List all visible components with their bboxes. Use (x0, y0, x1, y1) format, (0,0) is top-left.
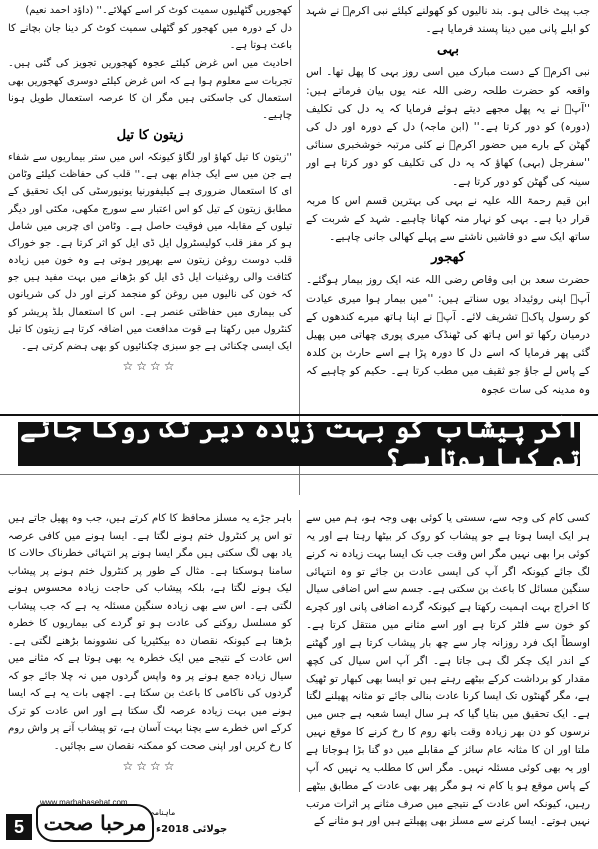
article-column-left-top (8, 2, 292, 377)
article-column-right-bottom (306, 510, 590, 845)
paragraph: احادیث میں اس غرض کیلئے عجوہ کھجوریں تجویز کی گئی ہیں۔ تجربات سے معلوم ہوا ہے کہ اس غرض کیلئے دوسری کھجوریں بھی استعمال کی جاسکتی ہیں مگر ان کا عرصہ استعمال طویل ہونا چاہیے۔ (8, 58, 292, 121)
paragraph: ''زیتون کا تیل کھاؤ اور لگاؤ کیونکہ اس میں ستر بیماریوں سے شفاء ہے جن میں سے ایک جذام بھی ہے۔'' قلب کی حفاظت کیلئے وٹامن ای کا استعمال ضروری ہے کیلیفورنیا یونیورسٹی کی ایک تحقیق کے مطابق زیتون کے تیل کو اس اعتبار سے سورج مکھی، مکئی اور دیگر تیلوں کے مقابلہ میں فوقیت حاصل ہے۔ وٹامن ای چربی میں شامل ہو کر مفز قلب کولیسٹرول ایل ڈی ایل کو اثر کرتا ہے۔ جو خوراک قلب دوست روغن زیتون سے بھرپور ہوتی ہے وہ خون میں زیادہ کثافت والی روغنیات ایل ڈی ایل کو بڑھانے میں بہت مفید ہیں جو کہ خون کی نالیوں میں روغن کو منجمد کرنے اور دل کی شریانوں کی بیماری میں حفاظتی عنصر ہے۔ اس کا استعمال بلڈ پریشر کو کنٹرول میں رکھتا ہے قوت مدافعت میں اضافہ کرتا ہے زیتون کا تیل ایک ایسی چکنائی ہے جو سبزی چکنائیوں کو بھی ہضم کرتی ہے۔ (8, 152, 292, 352)
paragraph: کھجوریں گٹھلیوں سمیت کوٹ کر اسے کھلائے۔'' (داؤد احمد نعیم) (25, 5, 292, 16)
magazine-logo (36, 804, 154, 842)
section-heading-dates: کھجور (431, 250, 465, 266)
banner-rule (0, 474, 598, 475)
section-end-stars: ☆☆☆☆ (122, 759, 178, 772)
website-url: www.marhabasehat.com (40, 798, 128, 807)
magazine-label: ماہنامہ (150, 808, 176, 817)
paragraph: باہر جڑے یہ مسلز محافظ کا کام کرتے ہیں، جب وہ پھیل جاتے ہیں تو اس پر کنٹرول ختم ہونے لگتا ہے۔ ایسا ہونے میں کافی عرصہ یاد بھی لگ سکتی ہیں مگر ایسا ہونے پر انتہائی خطرناک حالات کا سامنا ہوسکتا ہے۔ مثال کے طور پر کنٹرول ختم ہونے پر پیشاب لیک ہونے لگتا ہے، بلکہ پیشاب کی حاجت زیادہ محسوس ہونے لگتی ہے۔ اس سے بھی زیادہ سنگین مسئلہ یہ ہے کہ جب پیشاب کو مسلسل روکنے کی عادت ہو تو گردے کی بیماریوں کا خطرہ بڑھتا ہے کیونکہ نقصان دہ بیکٹیریا کی نشوونما بڑھنے لگتی ہے۔ اس عادت کے نتیجے میں ایک خطرہ یہ بھی ہوتا ہے کہ مثانے میں سیال زیادہ جمع ہونے پر وہ واپس گردوں میں نہ چلا جائے جو کہ گردوں کی ناکامی کا باعث بن سکتا ہے۔ اچھی بات یہ ہے کہ ایسا ہونے میں بہت زیادہ عرصہ لگ سکتا ہے اور اس عادت کو ترک کرکے اس خطرے سے بچنا بہت آسان ہے، تو پیشاب آنے پر واش روم کا رخ کریں اور اپنی صحت کو ممکنہ نقصان سے بچائیں۔ (8, 513, 292, 752)
page-footer (0, 798, 300, 849)
headline-text: اگر پیشاب کو بہت زیادہ دیر تک روکا جائے تو کیا ہوتا ہے؟ (20, 414, 580, 474)
paragraph: ابن قیم رحمۃ اللہ علیہ نے بہی کی بہترین قسم اس کا مربہ قرار دیا ہے۔ بہی کو نہار منہ کھانا چاہیے۔ شہد کے شربت کے ساتھ ایک سے دو قاشیں ناشتے سے پہلے کھالی جانی چاہیے۔ (306, 194, 590, 244)
paragraph: نبی اکرمؐ کے دست مبارک میں اسی روز بہی کا پھل تھا۔ اس واقعہ کو حضرت طلحہ رضی اللہ عنہ یوں بیان فرماتے ہیں: ''آپؐ نے یہ پھل مجھے دیتے ہوئے فرمایا کہ یہ دل کی تکلیف (دورہ) کو دور کرتا ہے۔'' (ابن ماجہ) دل کے دورہ اور دل کی گھٹن کے بارے میں حضور اکرمؐ نے کئی مرتبہ خوشخبری سنائی ''سفرجل (بہی) کھاؤ کہ یہ دل کی تکلیف کو دور کرتا ہے اور سینہ کی گھٹن کو دور کرتا ہے۔ (306, 66, 590, 188)
paragraph: کسی کام کی وجہ سے، سستی یا کوئی بھی وجہ ہو، ہم میں سے ہر ایک ایسا ہوتا ہے جو پیشاب کو روک کر بیٹھا رہتا ہے اور یہ کوئی برا بھی نہیں مگر اس وقت جب تک ایسا بہت زیادہ نہ کرنے لگ جائے کیونکہ اگر آپ کی ایسی عادت بن جائے تو وہ انتہائی سنگین مسائل کا باعث بن سکتی ہے۔ جسم سے اس اضافی سیال کا اخراج بہت اہمیت رکھتا ہے کیونکہ گردے اضافی پانی اور کچرے کو خون سے فلٹر کرتا ہے اور اسے مثانے میں منتقل کرتا ہے۔ اوسطاً ایک فرد روزانہ چار سے چھ بار پیشاب کرتا ہے اور گھٹنے کے اندر ایک چکر لگ ہی جاتا ہے۔ اگر آپ اس سیال کی کچھ مقدار کو برداشت کرکے بیٹھے رہتے ہیں تو ایسا بھی کبھار تو ٹھیک ہے، مگر گھنٹوں تک ایسا کرنا عادت بنالی جائے تو مثانہ پھیلنے لگتا ہے۔ ایک تحقیق میں بتایا گیا کہ ہر سال ایسا شعبہ ہے جس میں نرسوں کو دن بھر زیادہ وقت باتھ روم کا رخ کرنے کا موقع نہیں ملتا اور ان کا مثانہ عام سائز کے مقابلے میں دو گنا بڑا ہوجاتا ہے اور یہ بھی کوئی مسئلہ نہیں۔ مگر اس کا مطلب یہ نہیں کہ آپ کے پاس موقع ہو یا کام نہ ہو مگر پھر بھی عادت کے مطابق بیٹھے رہیں، کیونکہ اس عادت کے نتیجے میں صرف مثانے پر اثرات مرتب نہیں ہوتے۔ ایسا کرنے سے مسلز بھی پھیلتے ہیں اور ہو مثانے کے (306, 512, 590, 828)
magazine-name: مرحبا صحت (43, 811, 147, 835)
page-number: 5 (6, 814, 32, 840)
paragraph: جب پیٹ خالی ہو۔ بند نالیوں کو کھولنے کیلئے نبی اکرمؐ نے شہد کو ابلے پانی میں دینا پسند فرمایا ہے۔ (306, 5, 590, 36)
section-heading-olive-oil: زیتون کا تیل (116, 128, 184, 144)
section-heading-quince: بہی (436, 42, 460, 58)
paragraph: دل کے دورہ میں کھجور کو گٹھلی سمیت کوٹ کر دینا جان بچانے کا باعث ہوتا ہے۔ (8, 23, 292, 52)
paragraph: حضرت سعد بن ابی وقاص رضی اللہ عنہ ایک روز بیمار ہوگئے۔ آپؐ اپنی روئیداد یوں سناتے ہیں: ''میں بیمار ہوا میری عیادت کو رسول پاکؐ تشریف لائے۔ آپؐ نے اپنا ہاتھ میرے کندھوں کے درمیان رکھا تو اس ہاتھ کی ٹھنڈک میری پوری چھاتی میں پھیل گئی پھر فرمایا کہ اسے دل کا دورہ پڑا ہے اسے حارث بن کلدہ کے پاس لے جاؤ جو ثقیف میں مطب کرتا ہے۔ حکیم کو چاہیے کہ وہ مدینہ کی سات عجوہ (306, 274, 590, 396)
section-end-stars: ☆☆☆☆ (122, 358, 178, 373)
article-column-left-bottom (8, 510, 292, 772)
issue-date: جولائی 2018ء (156, 824, 228, 835)
article-headline-banner (18, 414, 580, 474)
column-divider (299, 510, 300, 792)
